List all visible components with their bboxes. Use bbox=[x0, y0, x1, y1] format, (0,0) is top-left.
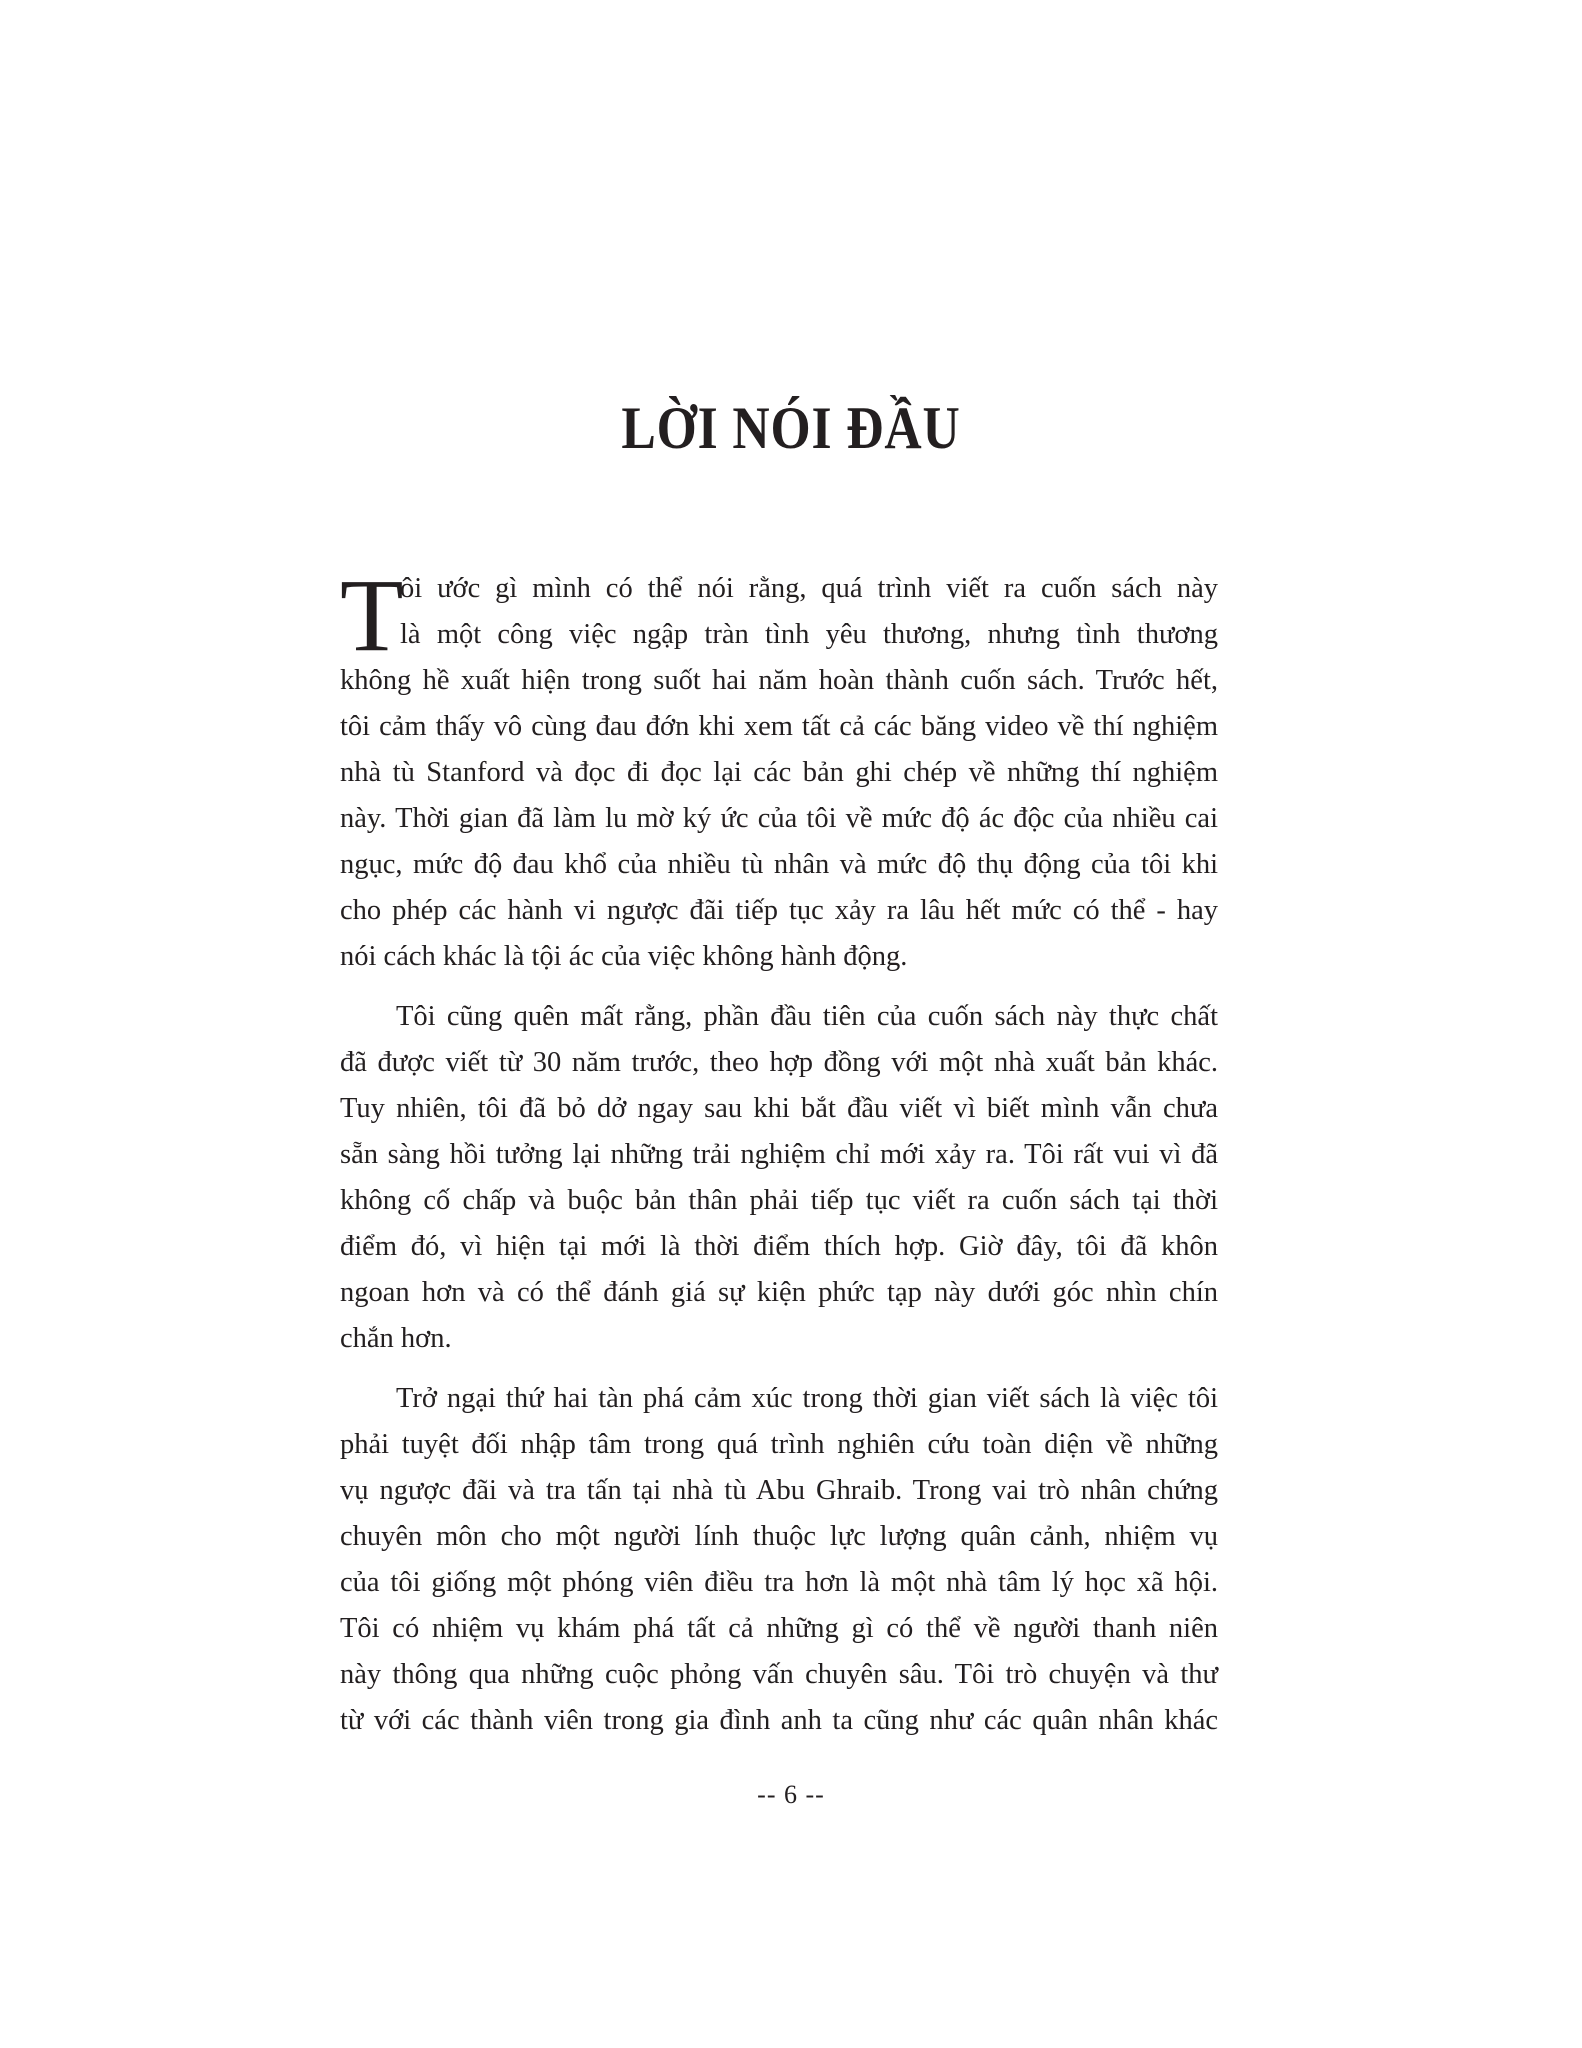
text-line: ngoan hơn và có thể đánh giá sự kiện phức tạp này dưới góc nhìn chín bbox=[340, 1277, 1218, 1308]
paragraph-3 bbox=[340, 1376, 1218, 1744]
chapter-title: LỜI NÓI ĐẦU bbox=[621, 395, 961, 461]
text-line: cho phép các hành vi ngược đãi tiếp tục xảy ra lâu hết mức có thể - hay bbox=[340, 895, 1218, 926]
text-line: nói cách khác là tội ác của việc không hành động. bbox=[340, 941, 908, 972]
text-line: này thông qua những cuộc phỏng vấn chuyên sâu. Tôi trò chuyện và thư bbox=[340, 1659, 1218, 1690]
text-line: Tôi có nhiệm vụ khám phá tất cả những gì có thể về người thanh niên bbox=[340, 1613, 1218, 1644]
text-line: phải tuyệt đối nhập tâm trong quá trình nghiên cứu toàn diện về những bbox=[340, 1429, 1218, 1460]
text-line: là một công việc ngập tràn tình yêu thương, nhưng tình thương bbox=[400, 619, 1218, 650]
text-line: của tôi giống một phóng viên điều tra hơn là một nhà tâm lý học xã hội. bbox=[340, 1567, 1218, 1598]
text-line: chắn hơn. bbox=[340, 1323, 452, 1354]
text-line: sẵn sàng hồi tưởng lại những trải nghiệm chỉ mới xảy ra. Tôi rất vui vì đã bbox=[340, 1139, 1218, 1170]
text-line: vụ ngược đãi và tra tấn tại nhà tù Abu Ghraib. Trong vai trò nhân chứng bbox=[340, 1475, 1218, 1506]
drop-cap: T bbox=[340, 558, 404, 673]
text-line: nhà tù Stanford và đọc đi đọc lại các bản ghi chép về những thí nghiệm bbox=[340, 757, 1218, 788]
text-line: này. Thời gian đã làm lu mờ ký ức của tôi về mức độ ác độc của nhiều cai bbox=[340, 803, 1218, 834]
text-line: không cố chấp và buộc bản thân phải tiếp tục viết ra cuốn sách tại thời bbox=[340, 1185, 1218, 1216]
text-line: không hề xuất hiện trong suốt hai năm hoàn thành cuốn sách. Trước hết, bbox=[340, 665, 1218, 696]
text-line: Tôi cũng quên mất rằng, phần đầu tiên của cuốn sách này thực chất bbox=[396, 1001, 1218, 1032]
text-line: chuyên môn cho một người lính thuộc lực lượng quân cảnh, nhiệm vụ bbox=[340, 1521, 1218, 1552]
text-line: Trở ngại thứ hai tàn phá cảm xúc trong thời gian viết sách là việc tôi bbox=[396, 1383, 1218, 1414]
paragraph-1 bbox=[340, 558, 1218, 980]
text-line: Tuy nhiên, tôi đã bỏ dở ngay sau khi bắt đầu viết vì biết mình vẫn chưa bbox=[340, 1093, 1218, 1124]
page-number: -- 6 -- bbox=[757, 1780, 825, 1809]
text-line: ngục, mức độ đau khổ của nhiều tù nhân và mức độ thụ động của tôi khi bbox=[340, 849, 1218, 880]
text-line: tôi cảm thấy vô cùng đau đớn khi xem tất cả các băng video về thí nghiệm bbox=[340, 711, 1218, 742]
text-line: ôi ước gì mình có thể nói rằng, quá trình viết ra cuốn sách này bbox=[400, 573, 1218, 604]
paragraph-2 bbox=[340, 994, 1218, 1362]
text-line: điểm đó, vì hiện tại mới là thời điểm thích hợp. Giờ đây, tôi đã khôn bbox=[340, 1231, 1218, 1262]
body-text bbox=[340, 558, 1218, 1758]
text-line: từ với các thành viên trong gia đình anh ta cũng như các quân nhân khác bbox=[340, 1705, 1218, 1736]
text-line: đã được viết từ 30 năm trước, theo hợp đồng với một nhà xuất bản khác. bbox=[340, 1047, 1218, 1078]
